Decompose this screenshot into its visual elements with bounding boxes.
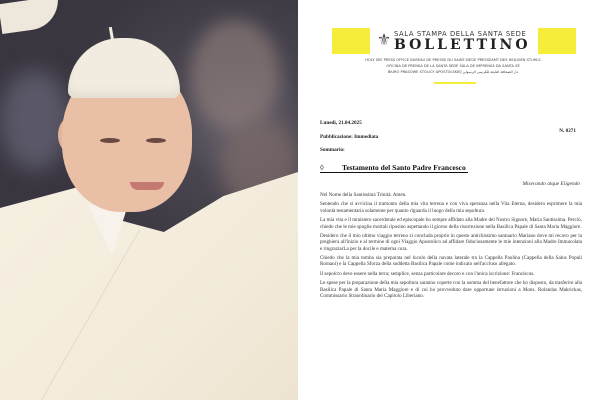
papal-crest-icon: ⚜ xyxy=(376,32,392,49)
language-line: BIURO PRASOWE STOLICY APOSTOLSKIEJ دار الصحافة التابعة للكرسي الرسولي xyxy=(387,70,519,74)
document-heading xyxy=(320,163,468,173)
pope-francis-photo xyxy=(0,0,298,400)
masthead xyxy=(332,28,576,54)
language-line: OFICINA DE PRENSA DE LA SANTA SEDE SALA DE IMPRENSA DA SANTA SÉ xyxy=(386,64,520,68)
smile xyxy=(130,182,164,190)
eye xyxy=(100,138,120,143)
yellow-bar-left xyxy=(332,28,370,54)
paragraph: Il sepolcro deve essere nella terra; semplice, senza particolare decoro e con l'unica iscrizione: Franciscus. xyxy=(320,270,535,277)
yellow-divider xyxy=(434,82,476,84)
background-crowd-blur xyxy=(190,20,280,130)
white-zucchetto xyxy=(68,38,180,98)
language-line: HOLY SEE PRESS OFFICE BUREAU DE PRESSE DU SAINT-SIÈGE PRESSEAMT DES HEILIGEN STUHLS xyxy=(365,58,541,62)
background-shape xyxy=(0,0,62,34)
paragraph: Chiedo che la mia tomba sia preparata nel loculo della navata laterale tra la Cappella Paolina (Cappella della Salus Populi Romani) e la Cappella Sforza della suddetta Basilica Papale come indicato nell'accluso allegato. xyxy=(320,255,582,268)
papal-motto: Miserando atque Eligendo xyxy=(522,181,580,187)
bulletin-number: N. 0271 xyxy=(559,128,576,134)
bulletin-document xyxy=(306,0,600,400)
bulletin-title: BOLLETTINO xyxy=(394,37,531,53)
paragraph: Nel Nome della Santissima Trinità. Amen. xyxy=(320,192,407,198)
press-office-languages xyxy=(306,57,600,75)
yellow-bar-right xyxy=(538,28,576,54)
paragraph: La mia vita e il ministero sacerdotale ed episcopale ho sempre affidato alla Madre del Nostro Signore, Maria Santissima. Perciò, chiedo che le mie spoglie mortali riposino aspettando il giorno della risurrezione nella Basilica Papale di Santa Maria Maggiore. xyxy=(320,217,582,230)
background-crowd-blur xyxy=(0,70,70,170)
paragraph: Sentendo che si avvicina il tramonto della mia vita terrena e con viva speranza nella Vita Eterna, desidero esprimere la mia volontà testamentaria solamente per quanto riguarda il luogo della mia sepoltura. xyxy=(320,201,582,214)
publication-status: Pubblicazione: Immediata xyxy=(320,134,379,140)
heading-text: Testamento del Santo Padre Francesco xyxy=(342,163,466,172)
paragraph: Le spese per la preparazione della mia sepoltura saranno coperte con la somma del benefattore che ho disposto, da trasferire alla Basilica Papale di Santa Maria Maggiore e di cui ho provveduto dare opportune istruzioni a Mons. Rolandas Makrickas, Commissario Straordinario del Capitolo Liberiano. xyxy=(320,280,582,299)
eye xyxy=(146,138,166,143)
bulletin-date: Lunedì, 21.04.2025 xyxy=(320,120,362,126)
diamond-bullet-icon: ◊ xyxy=(320,163,324,172)
press-office-name: SALA STAMPA DELLA SANTA SEDE xyxy=(394,30,527,38)
testament-body xyxy=(320,192,582,302)
summary-label: Sommario: xyxy=(320,147,345,153)
paragraph: Desidero che il mio ultimo viaggio terreno si concluda proprio in questo antichissimo santuario Mariano dove mi recavo per la preghiera all'inizio e al termine di ogni Viaggio Apostolico ad affidare fiduciosamente le mie intenzioni alla Madre Immacolata e ringraziarLa per la docile e materna cura. xyxy=(320,233,582,252)
